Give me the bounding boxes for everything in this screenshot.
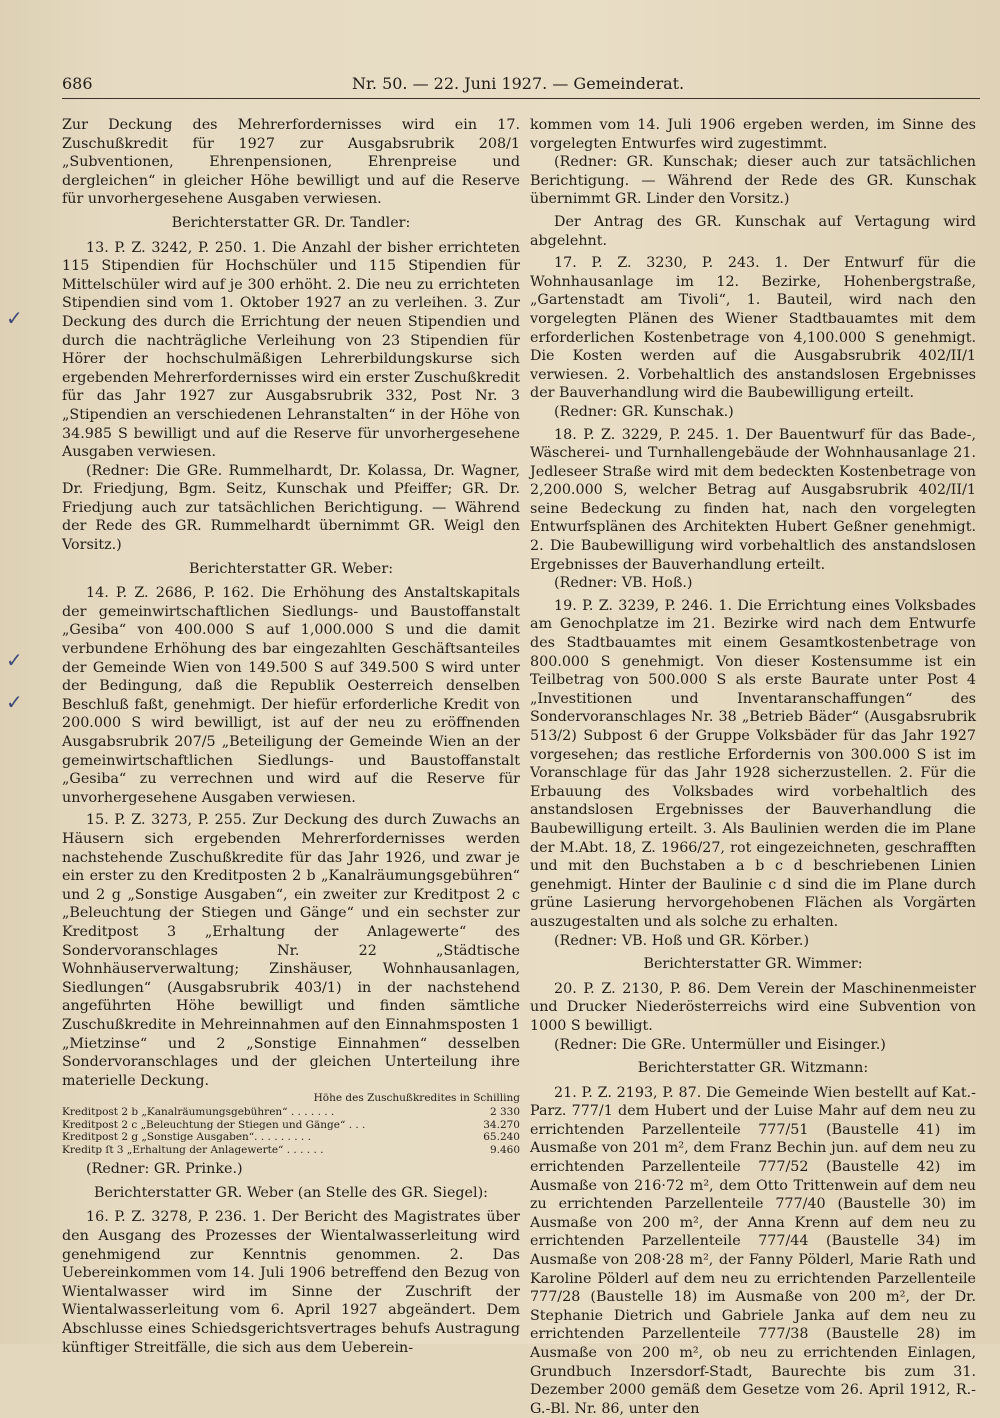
paragraph: 16. P. Z. 3278, P. 236. 1. Der Bericht des Magistrates über den Ausgang des Prozesses der Wientalwasserleitung wird genehmigend zur Kenntnis genommen. 2. Das Uebereinkommen vom 14. Juli 1906 betreffend den Bezug von Wientalwasser wird im Sinne der Zuschrift der Wientalwasserleitung vom 6. April 1927 abgeändert. Dem Abschlusse eines Schiedsgerichtsvertrages behufs Austragung künftiger Streitfälle, die sich aus dem Ueberein- (62, 1209, 520, 1356)
table-row (62, 1131, 520, 1144)
section-heading: Berichterstatter GR. Weber (an Stelle des GR. Siegel): (93, 1184, 488, 1201)
row-label: Kreditp ſt 3 „Erhaltung der Anlagewerte“ . . . . . . (62, 1143, 324, 1156)
row-value: 2 330 (489, 1106, 520, 1119)
left-column (62, 116, 520, 1357)
paragraph: Der Antrag des GR. Kunschak auf Vertagung wird abgelehnt. (530, 213, 976, 249)
table-row (62, 1119, 520, 1132)
speaker-note: (Redner: VB. Hoß und GR. Körber.) (554, 932, 810, 949)
row-value: 9.460 (489, 1143, 520, 1156)
row-value: 34.270 (483, 1118, 520, 1131)
right-column (530, 116, 976, 1418)
paragraph: 17. P. Z. 3230, P. 243. 1. Der Entwurf für die Wohnhausanlage im 12. Bezirke, Hohenbergstraße, „Gartenstadt am Tivoli“, 1. Bauteil, wird nach den vorgelegten Plänen des Wiener Stadtbauamtes mit dem erforderlichen Kostenbetrage von 4,100.000 S genehmigt. Die Kosten werden auf die Ausgabsrubrik 402/II/1 verwiesen. 2. Vorbehaltlich des anstandslosen Ergebnisses der Bauverhandlung wird die Baubewilligung erteilt. (530, 255, 976, 402)
paragraph: 20. P. Z. 2130, P. 86. Dem Verein der Maschinenmeister und Drucker Niederösterreichs wird eine Subvention von 1000 S bewilligt. (530, 980, 976, 1034)
paragraph: Zur Deckung des Mehrerfordernisses wird ein 17. Zuschußkredit für 1927 zur Ausgabsrubrik 208/1 „Subventionen, Ehrenpensionen, Ehrenpreise und dergleichen“ in gleicher Höhe bewilligt und auf die Reserve für unvorhergesehene Ausgaben verwiesen. (62, 117, 520, 208)
credit-table (62, 1106, 520, 1156)
check-mark-icon: ✓ (6, 690, 23, 714)
paragraph: 15. P. Z. 3273, P. 255. Zur Deckung des durch Zuwachs an Häusern sich ergebenden Mehrerfordernisses werden nachstehende Zuschußkredite für das Jahr 1926, und zwar je ein erster zu den Kreditposten 2 b „Kanalräumungsgebühren“ und 2 g „Sonstige Ausgaben“, ein zweiter zur Kreditpost 2 c „Beleuchtung der Stiegen und Gänge“ und ein sechster zur Kreditpost 3 „Erhaltung der Anlagewerte“ des Sondervoranschlages Nr. 22 „Städtische Wohnhäuserverwaltung; Zinshäuser, Wohnhausanlagen, Siedlungen“ (Ausgabsrubrik 403/1) in der nachstehend angeführten Höhe bewilligt und finden sämtliche Zuschußkredite in Mehreinnahmen auf den Einnahmsposten 1 „Mietzinse“ und 2 „Sonstige Einnahmen“ desselben Sondervoranschlages und der gleichen Unterteilung ihre materielle Deckung. (62, 812, 520, 1089)
row-label: Kreditpost 2 g „Sonstige Ausgaben“. . . . . . . . . (62, 1131, 311, 1144)
section-heading: Berichterstatter GR. Witzmann: (637, 1060, 869, 1077)
header-rule (62, 98, 980, 99)
check-mark-icon: ✓ (6, 648, 23, 672)
paragraph: 21. P. Z. 2193, P. 87. Die Gemeinde Wien bestellt auf Kat.-Parz. 777/1 dem Hubert und der Luise Mahr auf dem neu zu errichtenden Parzellenteile 777/51 (Baustelle 41) im Ausmaße von 201 m², dem Franz Bechin jun. auf dem neu zu errichtenden Parzellenteile 777/52 (Baustelle 42) im Ausmaße von 216·72 m², dem Otto Trittenwein auf dem neu zu errichtenden Parzellenteile 777/40 (Baustelle 30) im Ausmaße von 200 m², der Anna Krenn auf dem neu zu errichtenden Parzellenteile 777/44 (Baustelle 34) im Ausmaße von 208·28 m², der Fanny Pölderl, Marie Rath und Karoline Pölderl auf dem neu zu errichtenden Parzellenteile 777/28 (Baustelle 18) im Ausmaße von 200 m², der Dr. Stephanie Dietrich und Gabriele Janka auf dem neu zu errichtenden Parzellenteile 777/38 (Baustelle 28) im Ausmaße von 200 m², ob neu zu errichtenden Einlagen, Grundbuch Inzersdorf-Stadt, Baurechte bis zum 31. Dezember 2000 gemäß dem Gesetze vom 26. April 1912, R.-G.-Bl. Nr. 86, unter den (530, 1084, 976, 1417)
paragraph: 14. P. Z. 2686, P. 162. Die Erhöhung des Anstaltskapitals der gemeinwirtschaftlichen Siedlungs- und Baustoffanstalt „Gesiba“ von 400.000 S auf 1,000.000 S und die damit verbundene Erhöhung des bar eingezahlten Geschäftsanteiles der Gemeinde Wien von 149.500 S auf 349.500 S wird unter der Bedingung, daß die Republik Oesterreich denselben Beschluß faßt, genehmigt. Der hiefür erforderliche Kredit von 200.000 S wird bewilligt, ist auf der neu zu eröffnenden Ausgabsrubrik 207/5 „Beteiligung der Gemeinde Wien an der gemeinwirtschaftlichen Siedlungs- und Baustoffanstalt „Gesiba“ zu verrechnen und wird auf die Reserve für unvorhergesehene Ausgaben verwiesen. (62, 585, 520, 806)
paragraph: kommen vom 14. Juli 1906 ergeben werden, im Sinne des vorgelegten Entwurfes wird zugestimmt. (530, 117, 976, 152)
speaker-note: (Redner: VB. Hoß.) (554, 575, 693, 592)
page-number: 686 (62, 74, 93, 93)
table-row (62, 1106, 520, 1119)
page-header (62, 74, 982, 98)
section-heading: Berichterstatter GR. Dr. Tandler: (171, 214, 411, 231)
row-label: Kreditpost 2 b „Kanalräumungsgebühren“ . . . . . . . (62, 1106, 335, 1119)
check-mark-icon: ✓ (6, 306, 23, 330)
paragraph: 13. P. Z. 3242, P. 250. 1. Die Anzahl der bisher errichteten 115 Stipendien für Hochschüler und 115 Stipendien für Mittelschüler wird auf je 300 erhöht. 2. Die neu zu errichteten Stipendien sind vom 1. Oktober 1927 an zu verleihen. 3. Zur Deckung des durch die Errichtung der neuen Stipendien und durch die nachträgliche Verleihung von 23 Stipendien für Hörer der hochschulmäßigen Lehrerbildungskurse sich ergebenden Mehrerfordernisses wird ein erster Zuschußkredit für das Jahr 1927 zur Ausgabsrubrik 332, Post Nr. 3 „Stipendien an verschiedenen Lehranstalten“ in der Höhe von 34.985 S bewilligt und auf die Reserve für unvorhergesehene Ausgaben verwiesen. (62, 239, 520, 461)
running-title: Nr. 50. — 22. Juni 1927. — Gemeinderat. (352, 74, 685, 93)
speaker-note: (Redner: GR. Kunschak; dieser auch zur tatsächlichen Berichtigung. — Während der Rede des GR. Kunschak übernimmt GR. Linder den Vorsitz.) (530, 154, 976, 208)
speaker-note: (Redner: Die GRe. Rummelhardt, Dr. Kolassa, Dr. Wagner, Dr. Friedjung, Bgm. Seitz, Kunschak und Pfeiffer; GR. Dr. Friedjung auch zur tatsächlichen Berichtigung. — Während der Rede des GR. Rummelhardt übernimmt GR. Weigl den Vorsitz.) (62, 462, 520, 554)
speaker-note: (Redner: GR. Kunschak.) (554, 403, 734, 420)
table-header: Höhe des Zuschußkredites in Schilling (313, 1092, 520, 1105)
row-value: 65.240 (483, 1131, 520, 1144)
section-heading: Berichterstatter GR. Weber: (188, 560, 394, 577)
section-heading: Berichterstatter GR. Wimmer: (643, 956, 863, 973)
paragraph: 19. P. Z. 3239, P. 246. 1. Die Errichtung eines Volksbades am Genochplatze im 21. Bezirke wird nach dem Entwurfe des Stadtbauamtes mit einem Gesamtkostenbetrage von 800.000 S genehmigt. Von dieser Kostensumme ist ein Teilbetrag von 500.000 S als erste Baurate unter Post 4 „Investitionen und Inventaranschaffungen“ des Sondervoranschlages Nr. 38 „Betrieb Bäder“ (Ausgabsrubrik 513/2) Subpost 6 der Gruppe Volksbäder für das Jahr 1927 vorgesehen; das restliche Erfordernis von 300.000 S ist im Voranschlage für das Jahr 1928 sicherzustellen. 2. Für die Erbauung des Volksbades wird vorbehaltlich des anstandslosen Ergebnisses der Bauverhandlung die Baubewilligung erteilt. 3. Als Baulinien werden die im Plane der M.Abt. 18, Z. 1966/27, rot eingezeichneten, geschrafften und mit den Buchstaben a b c d beschriebenen Linien genehmigt. Hinter der Baulinie c d sind die im Plane durch grüne Lasierung hervorgehobenen Flächen als Vorgärten auszugestalten und als solche zu erhalten. (530, 597, 976, 930)
row-label: Kreditpost 2 c „Beleuchtung der Stiegen und Gänge“ . . . (62, 1118, 366, 1131)
speaker-note: (Redner: GR. Prinke.) (86, 1161, 243, 1178)
table-row (62, 1144, 520, 1157)
speaker-note: (Redner: Die GRe. Untermüller und Eisinger.) (554, 1036, 886, 1053)
paragraph: 18. P. Z. 3229, P. 245. 1. Der Bauentwurf für das Bade-, Wäscherei- und Turnhallengebäude der Wohnhausanlage 21. Jedleseer Straße wird mit dem bedeckten Kostenbetrage von 2,200.000 S, welcher Betrag auf Ausgabsrubrik 402/II/1 seine Bedeckung zu finden hat, nach den vorgelegten Entwurfsplänen des Architekten Hubert Geßner genehmigt. 2. Die Baubewilligung wird vorbehaltlich des anstandslosen Ergebnisses der Bauverhandlung erteilt. (530, 426, 976, 573)
